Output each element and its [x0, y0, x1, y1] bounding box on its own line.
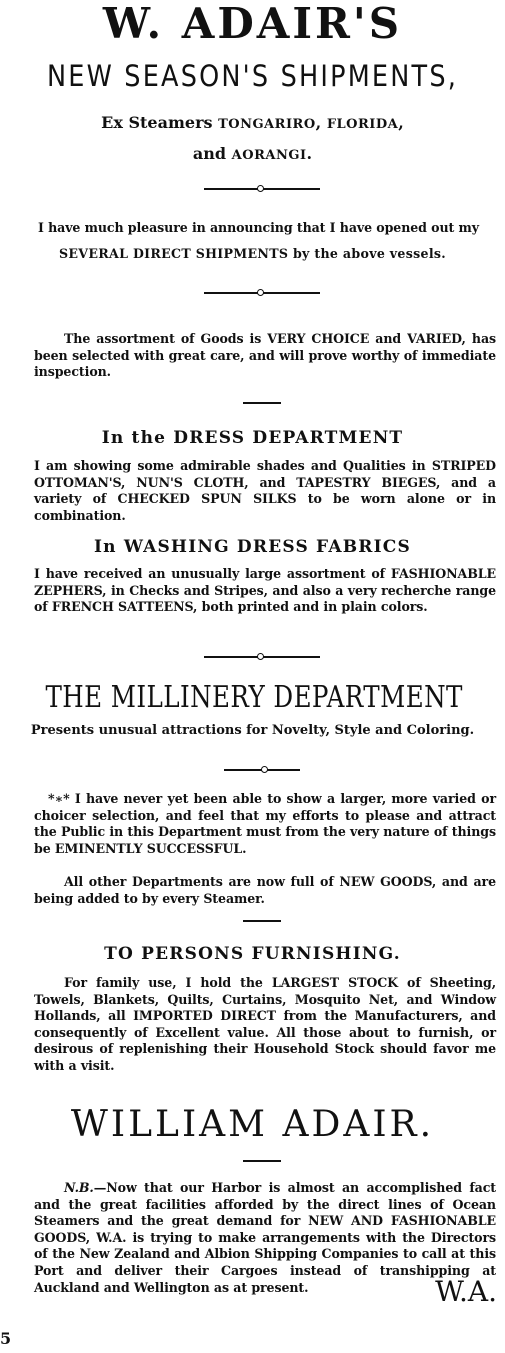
- dress-heading: In the DRESS DEPARTMENT: [101, 428, 404, 448]
- washing-heading: In WASHING DRESS FABRICS: [94, 537, 411, 557]
- short-rule: [243, 402, 281, 404]
- short-rule: [243, 1160, 281, 1162]
- nb-text: —Now that our Harbor is almost an accomplished fact and the great facilities afforded by the direct lines of Ocean Steamers and the great demand for NEW AND FASHIONABLE GOODS, W.A. is trying to make arrangements with the Directors of the New Zealand and Albion Shipping Companies to call at this Port and deliver their Cargoes instead of transhipping at Auckland and Wellington as at present.: [34, 1180, 496, 1295]
- asterism: *∗*: [48, 791, 70, 806]
- steamer-aorangi: AORANGI: [231, 148, 307, 163]
- intro-line-1: I have much pleasure in announcing that I have opened out my: [38, 220, 479, 235]
- washing-text: I have received an unusually large assortment of FASHIONABLE ZEPHERS, in Checks and Stripes, and also a very recherche range of FRENCH SATTEENS, both printed and in plain colors.: [34, 566, 496, 615]
- initials: W.A.: [435, 1275, 497, 1308]
- washing-block: [34, 566, 496, 616]
- short-rule: [243, 920, 281, 922]
- steamer-florida: FLORIDA: [326, 117, 399, 132]
- steamers-sep: ,: [315, 113, 327, 132]
- steamers-suffix: ,: [398, 113, 404, 132]
- furnishing-heading: TO PERSONS FURNISHING.: [104, 944, 401, 964]
- assortment-text: The assortment of Goods is VERY CHOICE and VARIED, has been selected with great care, and will prove worthy of immediate inspection.: [34, 331, 496, 380]
- dress-text: I am showing some admirable shades and Qualities in STRIPED OTTOMAN'S, NUN'S CLOTH, and TAPESTRY BIEGES, and a variety of CHECKED SPUN SILKS to be worn alone or in combination.: [34, 458, 496, 523]
- intro-line-2: SEVERAL DIRECT SHIPMENTS by the above vessels.: [59, 246, 446, 261]
- steamers-line-1: [0, 112, 505, 136]
- steamers-prefix: Ex Steamers: [101, 113, 219, 132]
- signature-name: WILLIAM ADAIR.: [70, 1104, 435, 1145]
- headline: NEW SEASON'S SHIPMENTS,: [46, 59, 459, 93]
- margin-fragment: 5: [0, 1329, 12, 1348]
- steamers-end: .: [306, 144, 313, 163]
- steamers-and: and: [192, 144, 232, 163]
- other-departments-text: All other Departments are now full of NEW GOODS, and are being added to by every Steamer.: [34, 874, 496, 906]
- assortment-block: [34, 331, 496, 381]
- intro-block: [38, 220, 498, 237]
- other-departments-block: [34, 874, 496, 907]
- furnishing-block: [34, 975, 496, 1075]
- advertiser-title: W. ADAIR'S: [102, 0, 403, 48]
- millinery-heading: THE MILLINERY DEPARTMENT: [45, 680, 463, 715]
- steamer-tongariro: TONGARIRO: [218, 117, 316, 132]
- nb-block: [34, 1180, 496, 1296]
- nb-label: N.B.: [64, 1180, 94, 1195]
- millinery-note-text: I have never yet been able to show a larger, more varied or choicer selection, and feel that my efforts to please and attract the Public in this Department must from the very nature of things be EMINENTLY SUCCESSFUL.: [34, 791, 496, 856]
- furnishing-text: For family use, I hold the LARGEST STOCK of Sheeting, Towels, Blankets, Quilts, Curtains, Mosquito Net, and Window Hollands, all IMPORTED DIRECT from the Manufacturers, and consequently of Excellent value. All those about to furnish, or desirous of replenishing their Household Stock should favor me with a visit.: [34, 975, 496, 1073]
- dress-block: [34, 458, 496, 524]
- millinery-subheading: Presents unusual attractions for Novelty, Style and Coloring.: [30, 723, 475, 738]
- steamers-line-2: [0, 143, 505, 167]
- millinery-note-block: [34, 791, 496, 857]
